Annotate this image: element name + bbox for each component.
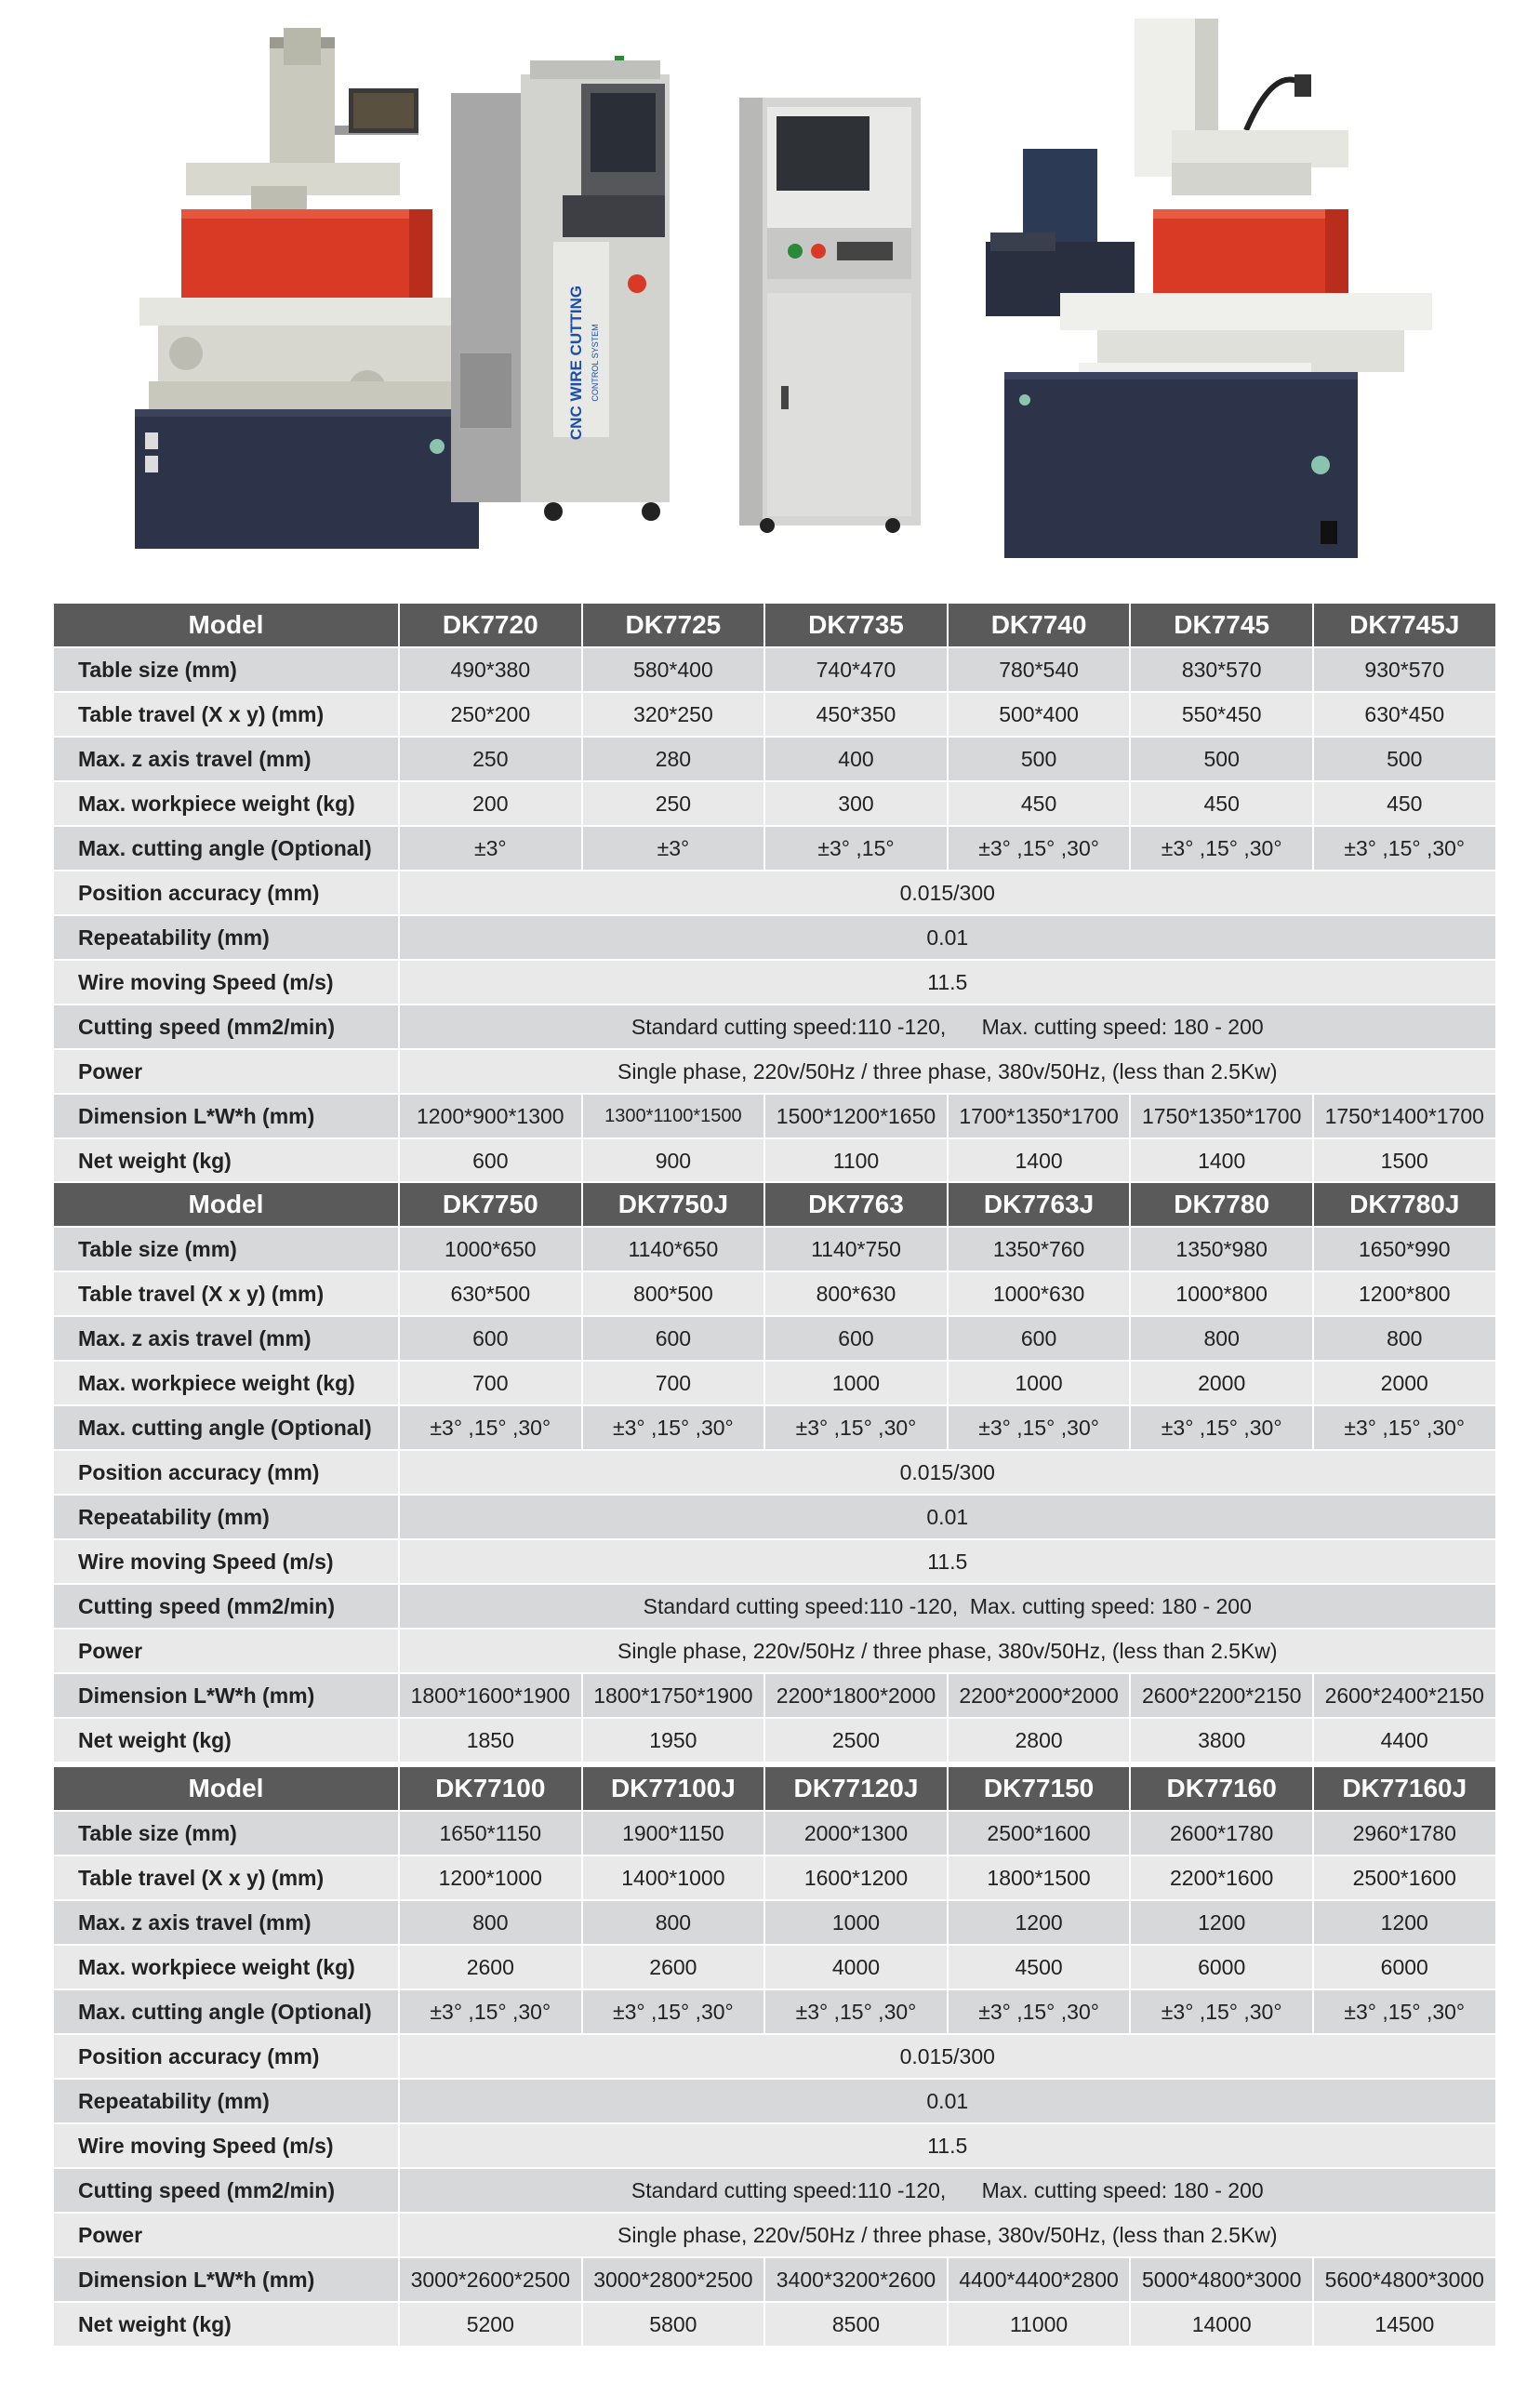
- cell-value: ±3° ,15° ,30°: [582, 1405, 765, 1450]
- cell-value: 2800: [948, 1718, 1131, 1762]
- cell-value: 1200*800: [1313, 1271, 1496, 1316]
- model-name: DK7750: [399, 1182, 582, 1227]
- cell-value: 2600*2400*2150: [1313, 1673, 1496, 1718]
- cell-value: 4000: [764, 1945, 948, 1989]
- table-row: [53, 692, 1496, 737]
- cell-value: 2200*2000*2000: [948, 1673, 1131, 1718]
- cell-value: 1400*1000: [582, 1856, 765, 1900]
- cell-value: 5000*4800*3000: [1130, 2257, 1313, 2302]
- cell-value: 5600*4800*3000: [1313, 2257, 1496, 2302]
- cell-value: 600: [399, 1138, 582, 1183]
- cell-value: 1140*650: [582, 1227, 765, 1271]
- cell-value-span: Single phase, 220v/50Hz / three phase, 380v/50Hz, (less than 2.5Kw): [399, 1049, 1496, 1094]
- cell-value: 1000*650: [399, 1227, 582, 1271]
- cell-value: 5200: [399, 2302, 582, 2347]
- cell-value: 2000: [1313, 1361, 1496, 1405]
- row-label: Position accuracy (mm): [53, 871, 399, 915]
- cell-value: 1000*630: [948, 1271, 1131, 1316]
- cell-value: 800*630: [764, 1271, 948, 1316]
- cell-value: 1000: [948, 1361, 1131, 1405]
- cell-value-span: 0.01: [399, 1495, 1496, 1539]
- row-label: Power: [53, 1049, 399, 1094]
- row-label: Repeatability (mm): [53, 1495, 399, 1539]
- table-row: [53, 1989, 1496, 2034]
- model-name: DK77120J: [764, 1766, 948, 1811]
- row-label: Position accuracy (mm): [53, 2034, 399, 2079]
- cell-value: ±3° ,15° ,30°: [1130, 1989, 1313, 2034]
- cell-value: 1000: [764, 1900, 948, 1945]
- cell-value: 8500: [764, 2302, 948, 2347]
- table-row: [53, 1629, 1496, 1673]
- cell-value: 1500: [1313, 1138, 1496, 1183]
- cell-value-span: 0.01: [399, 2079, 1496, 2123]
- cell-value: 300: [764, 781, 948, 826]
- row-label: Max. cutting angle (Optional): [53, 826, 399, 871]
- cell-value: ±3° ,15° ,30°: [948, 1989, 1131, 2034]
- cell-value: 490*380: [399, 647, 582, 692]
- cell-value: 320*250: [582, 692, 765, 737]
- cell-value: ±3° ,15° ,30°: [1313, 826, 1496, 871]
- cell-value: 780*540: [948, 647, 1131, 692]
- cabinet-2-icon: [730, 79, 930, 535]
- table-row: [53, 2168, 1496, 2213]
- cell-value: 1200: [1313, 1900, 1496, 1945]
- cell-value: 1950: [582, 1718, 765, 1762]
- model-name: DK77100J: [582, 1766, 765, 1811]
- cell-value: 1750*1400*1700: [1313, 1094, 1496, 1138]
- row-label: Max. workpiece weight (kg): [53, 1361, 399, 1405]
- table-row: [53, 1945, 1496, 1989]
- cell-value: 550*450: [1130, 692, 1313, 737]
- table-row: [53, 1856, 1496, 1900]
- cell-value: 2960*1780: [1313, 1811, 1496, 1856]
- cell-value: 700: [399, 1361, 582, 1405]
- cell-value: ±3° ,15° ,30°: [399, 1405, 582, 1450]
- cell-value: 630*450: [1313, 692, 1496, 737]
- cell-value: 250*200: [399, 692, 582, 737]
- table-header-row: [53, 603, 1496, 647]
- cell-value: 1650*1150: [399, 1811, 582, 1856]
- row-label: Repeatability (mm): [53, 2079, 399, 2123]
- cell-value: 1200*1000: [399, 1856, 582, 1900]
- row-label: Net weight (kg): [53, 2302, 399, 2347]
- cell-value: 2200*1600: [1130, 1856, 1313, 1900]
- model-name: DK7745: [1130, 603, 1313, 647]
- cell-value: 600: [399, 1316, 582, 1361]
- cell-value: 1400: [1130, 1138, 1313, 1183]
- cabinet-1-icon: [442, 56, 684, 530]
- table-header-row: [53, 1766, 1496, 1811]
- cell-value: 1800*1750*1900: [582, 1673, 765, 1718]
- cell-value: 2500: [764, 1718, 948, 1762]
- cabinet-side-label: CNC WIRE CUTTING: [567, 285, 585, 441]
- cell-value-span: Standard cutting speed:110 -120, Max. cutting speed: 180 - 200: [399, 1584, 1496, 1629]
- cell-value: 800: [1313, 1316, 1496, 1361]
- table-row: [53, 915, 1496, 960]
- model-name: DK77150: [948, 1766, 1131, 1811]
- cell-value: 450: [948, 781, 1131, 826]
- cell-value: 2000: [1130, 1361, 1313, 1405]
- cell-value: ±3° ,15° ,30°: [948, 826, 1131, 871]
- cell-value: 1200: [1130, 1900, 1313, 1945]
- table-row: [53, 1049, 1496, 1094]
- cell-value: 1300*1100*1500: [582, 1094, 765, 1138]
- cell-value-span: Single phase, 220v/50Hz / three phase, 380v/50Hz, (less than 2.5Kw): [399, 2213, 1496, 2257]
- cell-value: 600: [948, 1316, 1131, 1361]
- cell-value: 2600: [399, 1945, 582, 1989]
- model-header: Model: [53, 1182, 399, 1227]
- model-name: DK7763: [764, 1182, 948, 1227]
- row-label: Max. cutting angle (Optional): [53, 1405, 399, 1450]
- row-label: Cutting speed (mm2/min): [53, 2168, 399, 2213]
- row-label: Max. z axis travel (mm): [53, 1316, 399, 1361]
- machine-2-icon: [967, 9, 1451, 567]
- cell-value: 1800*1500: [948, 1856, 1131, 1900]
- cell-value: 740*470: [764, 647, 948, 692]
- cell-value: 2500*1600: [948, 1811, 1131, 1856]
- cell-value: 1600*1200: [764, 1856, 948, 1900]
- cell-value: 500*400: [948, 692, 1131, 737]
- row-label: Dimension L*W*h (mm): [53, 1673, 399, 1718]
- cell-value: 1700*1350*1700: [948, 1094, 1131, 1138]
- row-label: Table travel (X x y) (mm): [53, 692, 399, 737]
- cell-value: 800: [1130, 1316, 1313, 1361]
- table-row: [53, 781, 1496, 826]
- row-label: Wire moving Speed (m/s): [53, 960, 399, 1004]
- cell-value: 1750*1350*1700: [1130, 1094, 1313, 1138]
- table-row: [53, 1673, 1496, 1718]
- table-row: [53, 1316, 1496, 1361]
- row-label: Table size (mm): [53, 1227, 399, 1271]
- cell-value: ±3° ,15° ,30°: [1130, 826, 1313, 871]
- table-row: [53, 1718, 1496, 1762]
- cell-value: 580*400: [582, 647, 765, 692]
- cell-value: 1650*990: [1313, 1227, 1496, 1271]
- cell-value: ±3° ,15° ,30°: [1313, 1405, 1496, 1450]
- cell-value: 1850: [399, 1718, 582, 1762]
- cell-value-span: 11.5: [399, 2123, 1496, 2168]
- table-row: [53, 1004, 1496, 1049]
- cell-value: 900: [582, 1138, 765, 1183]
- table-row: [53, 871, 1496, 915]
- cell-value: 14000: [1130, 2302, 1313, 2347]
- table-row: [53, 1138, 1496, 1183]
- table-row: [53, 1094, 1496, 1138]
- table-row: [53, 2034, 1496, 2079]
- product-photo-strip: [0, 0, 1540, 577]
- cell-value: 3800: [1130, 1718, 1313, 1762]
- table-row: [53, 1539, 1496, 1584]
- cell-value: 800: [399, 1900, 582, 1945]
- model-name: DK7780: [1130, 1182, 1313, 1227]
- cell-value: 4400*4400*2800: [948, 2257, 1131, 2302]
- cell-value: 1000: [764, 1361, 948, 1405]
- table-row: [53, 2123, 1496, 2168]
- table-row: [53, 1271, 1496, 1316]
- cell-value: 830*570: [1130, 647, 1313, 692]
- cell-value: 250: [582, 781, 765, 826]
- table-row: [53, 737, 1496, 781]
- model-name: DK7740: [948, 603, 1131, 647]
- row-label: Table size (mm): [53, 647, 399, 692]
- cell-value: 6000: [1313, 1945, 1496, 1989]
- table-row: [53, 1450, 1496, 1495]
- cell-value: 600: [582, 1316, 765, 1361]
- cell-value-span: 11.5: [399, 960, 1496, 1004]
- cell-value: 630*500: [399, 1271, 582, 1316]
- cell-value: 500: [1313, 737, 1496, 781]
- cell-value: 1140*750: [764, 1227, 948, 1271]
- row-label: Max. workpiece weight (kg): [53, 781, 399, 826]
- table-row: [53, 1584, 1496, 1629]
- row-label: Repeatability (mm): [53, 915, 399, 960]
- cell-value: 1200*900*1300: [399, 1094, 582, 1138]
- cell-value: 250: [399, 737, 582, 781]
- model-name: DK7780J: [1313, 1182, 1496, 1227]
- model-name: DK7725: [582, 603, 765, 647]
- model-name: DK7745J: [1313, 603, 1496, 647]
- cell-value: 11000: [948, 2302, 1131, 2347]
- cell-value: 800: [582, 1900, 765, 1945]
- cell-value: ±3°: [399, 826, 582, 871]
- table-row: [53, 647, 1496, 692]
- cell-value: 450: [1130, 781, 1313, 826]
- cell-value-span: 0.015/300: [399, 871, 1496, 915]
- cabinet-side-sublabel: CONTROL SYSTEM: [591, 324, 600, 402]
- cell-value: ±3° ,15°: [764, 826, 948, 871]
- cell-value: ±3° ,15° ,30°: [1313, 1989, 1496, 2034]
- model-name: DK77100: [399, 1766, 582, 1811]
- cell-value: 3000*2600*2500: [399, 2257, 582, 2302]
- cell-value: 1350*980: [1130, 1227, 1313, 1271]
- row-label: Wire moving Speed (m/s): [53, 2123, 399, 2168]
- cell-value: 2500*1600: [1313, 1856, 1496, 1900]
- model-name: DK77160: [1130, 1766, 1313, 1811]
- table-row: [53, 2079, 1496, 2123]
- table-row: [53, 960, 1496, 1004]
- cell-value: 500: [948, 737, 1131, 781]
- cell-value: 2600*2200*2150: [1130, 1673, 1313, 1718]
- cell-value-span: 0.015/300: [399, 1450, 1496, 1495]
- model-header: Model: [53, 1766, 399, 1811]
- cell-value-span: Standard cutting speed:110 -120, Max. cutting speed: 180 - 200: [399, 1004, 1496, 1049]
- row-label: Table travel (X x y) (mm): [53, 1856, 399, 1900]
- spec-table-3: [52, 1765, 1497, 2348]
- row-label: Wire moving Speed (m/s): [53, 1539, 399, 1584]
- model-name: DK7750J: [582, 1182, 765, 1227]
- cell-value-span: Single phase, 220v/50Hz / three phase, 380v/50Hz, (less than 2.5Kw): [399, 1629, 1496, 1673]
- cell-value: 2600: [582, 1945, 765, 1989]
- spec-table-1: [52, 602, 1497, 1184]
- cell-value: 1350*760: [948, 1227, 1131, 1271]
- row-label: Power: [53, 1629, 399, 1673]
- cell-value: ±3° ,15° ,30°: [582, 1989, 765, 2034]
- row-label: Max. workpiece weight (kg): [53, 1945, 399, 1989]
- cell-value: 2600*1780: [1130, 1811, 1313, 1856]
- table-row: [53, 1495, 1496, 1539]
- table-row: [53, 2257, 1496, 2302]
- cell-value: 930*570: [1313, 647, 1496, 692]
- cell-value: 200: [399, 781, 582, 826]
- table-row: [53, 1900, 1496, 1945]
- model-header: Model: [53, 603, 399, 647]
- table-row: [53, 1811, 1496, 1856]
- row-label: Net weight (kg): [53, 1718, 399, 1762]
- row-label: Max. z axis travel (mm): [53, 737, 399, 781]
- row-label: Position accuracy (mm): [53, 1450, 399, 1495]
- row-label: Dimension L*W*h (mm): [53, 1094, 399, 1138]
- cell-value-span: 0.01: [399, 915, 1496, 960]
- cell-value: 1800*1600*1900: [399, 1673, 582, 1718]
- cell-value: 1200: [948, 1900, 1131, 1945]
- cell-value: 280: [582, 737, 765, 781]
- row-label: Cutting speed (mm2/min): [53, 1584, 399, 1629]
- table-row: [53, 1227, 1496, 1271]
- cell-value: 500: [1130, 737, 1313, 781]
- table-row: [53, 2213, 1496, 2257]
- cell-value: 6000: [1130, 1945, 1313, 1989]
- cell-value: 1900*1150: [582, 1811, 765, 1856]
- table-row: [53, 1361, 1496, 1405]
- cell-value: 600: [764, 1316, 948, 1361]
- cell-value: 2200*1800*2000: [764, 1673, 948, 1718]
- cell-value: ±3° ,15° ,30°: [1130, 1405, 1313, 1450]
- cell-value-span: 11.5: [399, 1539, 1496, 1584]
- row-label: Cutting speed (mm2/min): [53, 1004, 399, 1049]
- cell-value: ±3° ,15° ,30°: [764, 1405, 948, 1450]
- row-label: Max. z axis travel (mm): [53, 1900, 399, 1945]
- cell-value: 4500: [948, 1945, 1131, 1989]
- row-label: Max. cutting angle (Optional): [53, 1989, 399, 2034]
- cell-value: 1100: [764, 1138, 948, 1183]
- cell-value: 400: [764, 737, 948, 781]
- row-label: Net weight (kg): [53, 1138, 399, 1183]
- model-name: DK7735: [764, 603, 948, 647]
- cell-value: ±3° ,15° ,30°: [764, 1989, 948, 2034]
- table-row: [53, 1405, 1496, 1450]
- row-label: Power: [53, 2213, 399, 2257]
- cell-value: ±3° ,15° ,30°: [948, 1405, 1131, 1450]
- model-name: DK7720: [399, 603, 582, 647]
- cell-value: 5800: [582, 2302, 765, 2347]
- cell-value: 700: [582, 1361, 765, 1405]
- table-row: [53, 826, 1496, 871]
- model-name: DK7763J: [948, 1182, 1131, 1227]
- row-label: Table travel (X x y) (mm): [53, 1271, 399, 1316]
- cell-value: 800*500: [582, 1271, 765, 1316]
- cell-value: 1000*800: [1130, 1271, 1313, 1316]
- cell-value: 3400*3200*2600: [764, 2257, 948, 2302]
- cell-value: 3000*2800*2500: [582, 2257, 765, 2302]
- spec-table-2: [52, 1181, 1497, 1763]
- cell-value: 4400: [1313, 1718, 1496, 1762]
- cell-value: ±3°: [582, 826, 765, 871]
- cell-value: 14500: [1313, 2302, 1496, 2347]
- row-label: Dimension L*W*h (mm): [53, 2257, 399, 2302]
- table-row: [53, 2302, 1496, 2347]
- row-label: Table size (mm): [53, 1811, 399, 1856]
- cell-value: 450*350: [764, 692, 948, 737]
- cell-value-span: Standard cutting speed:110 -120, Max. cutting speed: 180 - 200: [399, 2168, 1496, 2213]
- cell-value-span: 0.015/300: [399, 2034, 1496, 2079]
- cell-value: 1400: [948, 1138, 1131, 1183]
- cell-value: 450: [1313, 781, 1496, 826]
- table-header-row: [53, 1182, 1496, 1227]
- cell-value: ±3° ,15° ,30°: [399, 1989, 582, 2034]
- cell-value: 2000*1300: [764, 1811, 948, 1856]
- cell-value: 1500*1200*1650: [764, 1094, 948, 1138]
- model-name: DK77160J: [1313, 1766, 1496, 1811]
